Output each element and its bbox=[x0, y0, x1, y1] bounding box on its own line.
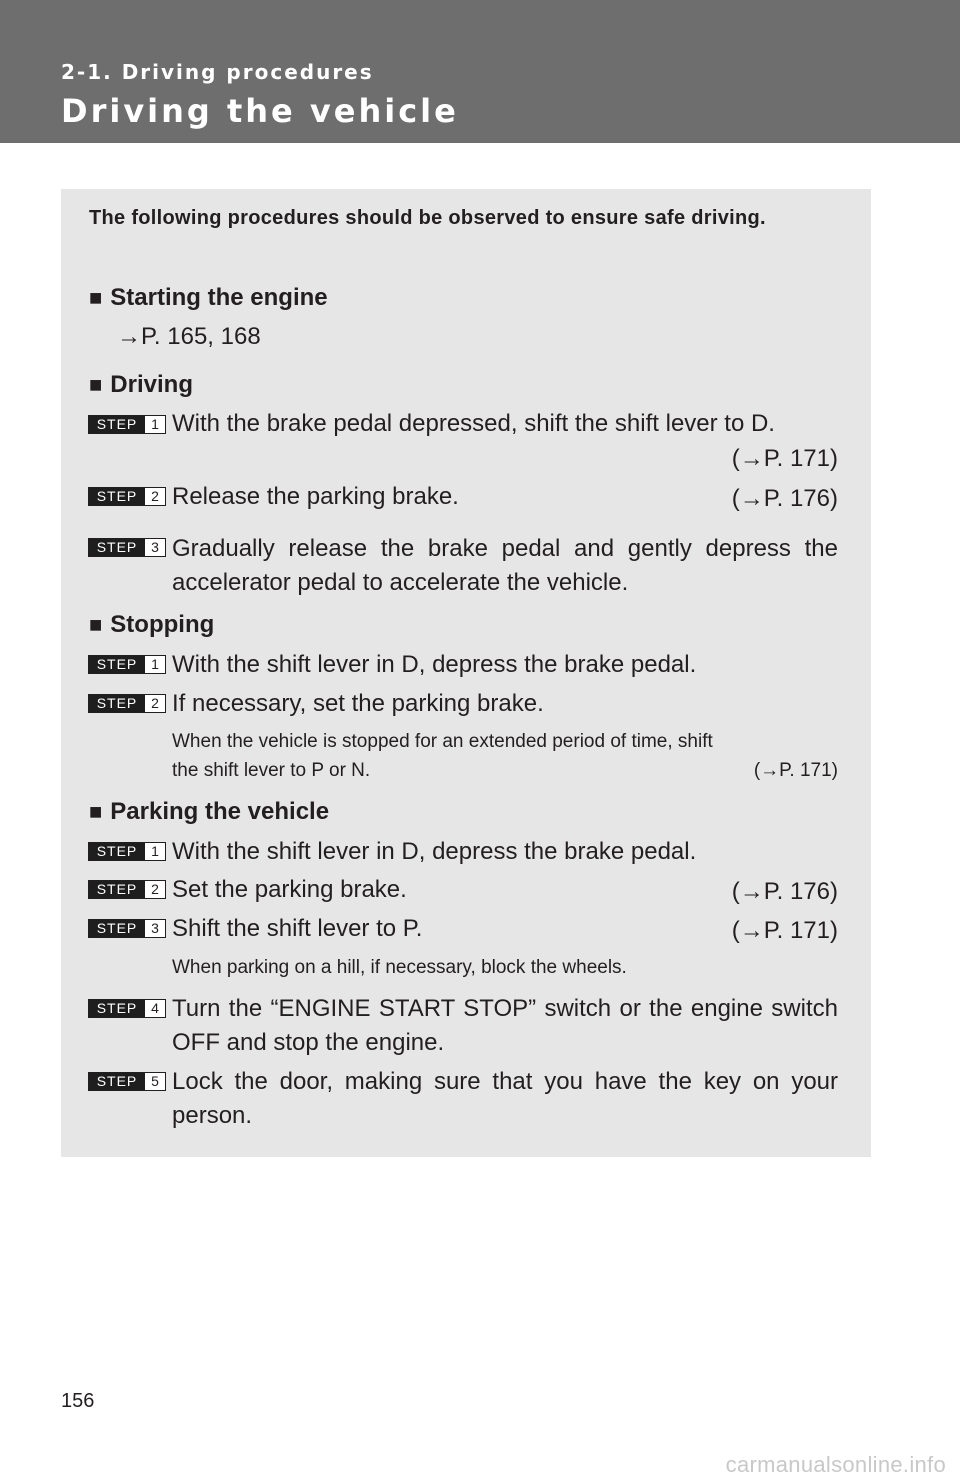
step-badge: STEP 2 bbox=[88, 880, 166, 899]
heading-label: Driving bbox=[110, 371, 193, 398]
page-title: Driving the vehicle bbox=[61, 92, 459, 130]
step-badge: STEP 4 bbox=[88, 999, 166, 1018]
step-text: Release the parking brake. bbox=[172, 483, 459, 510]
page-number: 156 bbox=[61, 1390, 95, 1412]
page-header bbox=[0, 0, 960, 143]
bullet-square-icon: ■ bbox=[89, 612, 103, 637]
page-reference: (→P. 171) bbox=[731, 445, 838, 472]
step-text: If necessary, set the parking brake. bbox=[172, 690, 544, 717]
step-text: Lock the door, making sure that you have the key on your person. bbox=[172, 1068, 838, 1129]
page-reference: (→P. 176) bbox=[731, 485, 838, 512]
heading-label: Parking the vehicle bbox=[110, 798, 330, 825]
step-badge: STEP 2 bbox=[88, 694, 166, 713]
step-badge: STEP 2 bbox=[88, 487, 166, 506]
page-reference: (→P. 171) bbox=[731, 917, 838, 944]
heading-driving bbox=[89, 371, 193, 399]
step-text: Turn the “ENGINE START STOP” switch or the engine switch OFF and stop the engine. bbox=[172, 995, 838, 1056]
step-badge: STEP 3 bbox=[88, 538, 166, 557]
bullet-square-icon: ■ bbox=[89, 285, 103, 310]
intro-text: The following procedures should be observed to ensure safe driving. bbox=[89, 207, 766, 229]
watermark-text: carmanualsonline.info bbox=[725, 1452, 946, 1477]
bullet-square-icon: ■ bbox=[89, 372, 103, 397]
heading-label: Starting the engine bbox=[110, 284, 328, 311]
step-text: Gradually release the brake pedal and gently depress the accelerator pedal to accelerate the vehicle. bbox=[172, 535, 838, 596]
page-reference: (→P. 176) bbox=[731, 878, 838, 905]
step-text: With the shift lever in D, depress the brake pedal. bbox=[172, 838, 697, 865]
heading-parking-vehicle bbox=[89, 798, 329, 826]
step-text: Set the parking brake. bbox=[172, 876, 407, 903]
step-text: With the shift lever in D, depress the brake pedal. bbox=[172, 651, 697, 678]
step-badge: STEP 1 bbox=[88, 415, 166, 434]
step-badge: STEP 3 bbox=[88, 919, 166, 938]
page-reference: →P. 165, 168 bbox=[117, 323, 261, 350]
bullet-square-icon: ■ bbox=[89, 799, 103, 824]
step-badge: STEP 5 bbox=[88, 1072, 166, 1091]
note-text: When the vehicle is stopped for an extended period of time, shift the shift lever to P or N. (→P. 171) bbox=[172, 727, 838, 785]
step-text: Shift the shift lever to P. bbox=[172, 915, 423, 942]
heading-stopping bbox=[89, 611, 214, 639]
note-text: When parking on a hill, if necessary, block the wheels. bbox=[172, 957, 627, 978]
step-badge: STEP 1 bbox=[88, 655, 166, 674]
heading-label: Stopping bbox=[110, 611, 215, 638]
page-reference: (→P. 171) bbox=[753, 760, 838, 781]
step-badge: STEP 1 bbox=[88, 842, 166, 861]
step-text: With the brake pedal depressed, shift the shift lever to D. bbox=[172, 410, 775, 437]
heading-starting-engine bbox=[89, 284, 328, 312]
section-label: 2-1. Driving procedures bbox=[61, 60, 374, 84]
